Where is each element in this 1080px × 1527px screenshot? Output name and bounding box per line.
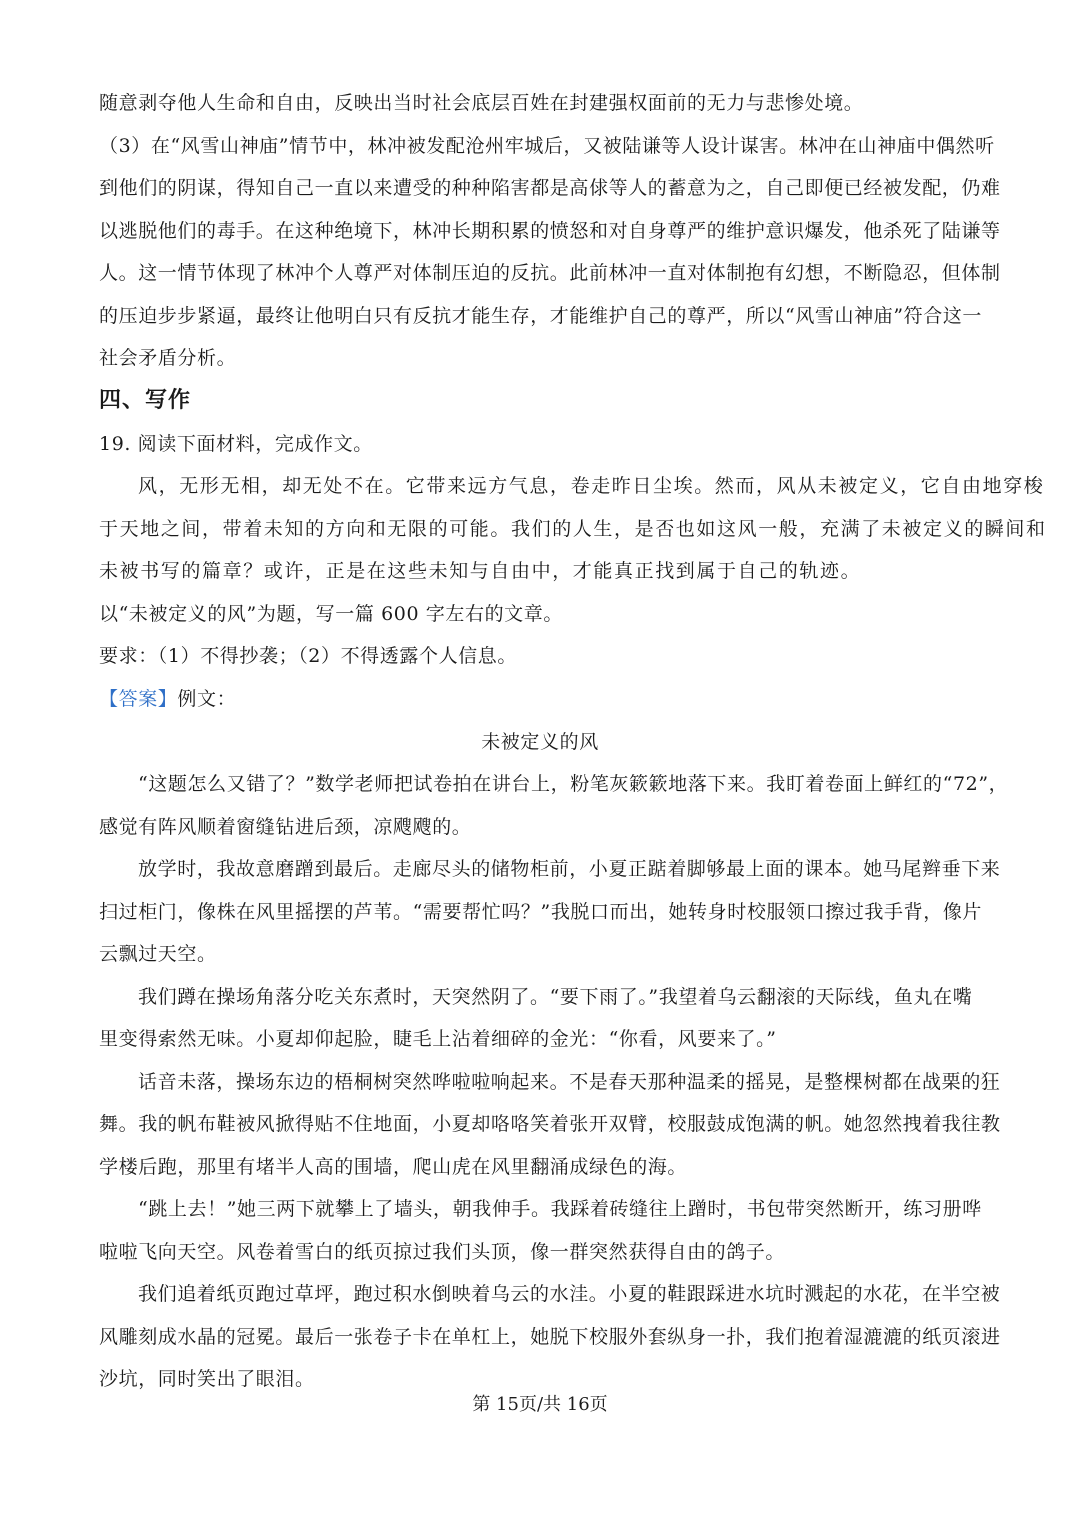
text-line: 随意剥夺他人生命和自由，反映出当时社会底层百姓在封建强权面前的无力与悲惨处境。	[99, 92, 864, 114]
essay-title: 未被定义的风	[481, 731, 599, 753]
answer-tag: 【答案】	[99, 688, 178, 710]
essay-line: “跳上去！”她三两下就攀上了墙头，朝我伸手。我踩着砖缝往上蹭时，书包带突然断开，练习册哗	[138, 1198, 982, 1220]
page-number: 第 15页/共 16页	[472, 1394, 608, 1415]
essay-line: 学楼后跑，那里有堵半人高的围墙，爬山虎在风里翻涌成绿色的海。	[99, 1156, 688, 1178]
essay-line: 啦啦飞向天空。风卷着雪白的纸页掠过我们头顶，像一群突然获得自由的鸽子。	[99, 1241, 786, 1263]
material-line: 风，无形无相，却无处不在。它带来远方气息，卷走昨日尘埃。然而，风从未被定义，它自由地穿梭	[138, 475, 1045, 497]
section-heading: 四、写作	[99, 387, 192, 413]
text-line: 人。这一情节体现了林冲个人尊严对体制压迫的反抗。此前林冲一直对体制抱有幻想，不断隐忍，但体制	[99, 262, 1001, 284]
essay-line: 里变得索然无味。小夏却仰起脸，睫毛上沾着细碎的金光：“你看，风要来了。”	[99, 1028, 777, 1050]
answer-label: 例文：	[177, 688, 237, 710]
text-line: （3）在“风雪山神庙”情节中，林冲被发配沧州牢城后，又被陆谦等人设计谋害。林冲在山神庙中偶然听	[99, 135, 995, 157]
essay-line: 云飘过天空。	[99, 943, 217, 965]
essay-line: 我们蹲在操场角落分吃关东煮时，天突然阴了。“要下雨了。”我望着乌云翻滚的天际线，鱼丸在嘴	[138, 986, 973, 1008]
essay-line: 话音未落，操场东边的梧桐树突然哗啦啦响起来。不是春天那种温柔的摇晃，是整棵树都在战栗的狂	[138, 1071, 1001, 1093]
material-line: 未被书写的篇章？或许，正是在这些未知与自由中，才能真正找到属于自己的轨迹。	[99, 560, 862, 582]
text-line: 社会矛盾分析。	[99, 347, 237, 369]
text-line: 以逃脱他们的毒手。在这种绝境下，林冲长期积累的愤怒和对自身尊严的维护意识爆发，他杀死了陆谦等	[99, 220, 1001, 242]
essay-line: 放学时，我故意磨蹭到最后。走廊尽头的储物柜前，小夏正踮着脚够最上面的课本。她马尾辫垂下来	[138, 858, 1001, 880]
essay-line: 我们追着纸页跑过草坪，跑过积水倒映着乌云的水洼。小夏的鞋跟踩进水坑时溅起的水花，在半空被	[138, 1283, 1001, 1305]
question-stem: 19. 阅读下面材料，完成作文。	[99, 433, 373, 455]
answer-line	[99, 686, 989, 712]
essay-line: 扫过柜门，像株在风里摇摆的芦苇。“需要帮忙吗？”我脱口而出，她转身时校服领口擦过我手背，像片	[99, 901, 983, 923]
writing-requirements: 要求：（1）不得抄袭；（2）不得透露个人信息。	[99, 645, 517, 667]
material-line: 于天地之间，带着未知的方向和无限的可能。我们的人生，是否也如这风一般，充满了未被定义的瞬间和	[99, 518, 1047, 540]
text-line: 到他们的阴谋，得知自己一直以来遭受的种种陷害都是高俅等人的蓄意为之，自己即便已经被发配，仍难	[99, 177, 1001, 199]
text-line: 的压迫步步紧逼，最终让他明白只有反抗才能生存，才能维护自己的尊严，所以“风雪山神庙”符合这一	[99, 305, 983, 327]
essay-line: 风雕刻成水晶的冠冕。最后一张卷子卡在单杠上，她脱下校服外套纵身一扑，我们抱着湿漉漉的纸页滚进	[99, 1326, 1001, 1348]
essay-line: 沙坑，同时笑出了眼泪。	[99, 1368, 315, 1390]
essay-line: 感觉有阵风顺着窗缝钻进后颈，凉飕飕的。	[99, 816, 472, 838]
essay-line: “这题怎么又错了？”数学老师把试卷拍在讲台上，粉笔灰簌簌地落下来。我盯着卷面上鲜红的“72”，	[138, 773, 1009, 795]
writing-task: 以“未被定义的风”为题，写一篇 600 字左右的文章。	[99, 603, 563, 625]
essay-line: 舞。我的帆布鞋被风掀得贴不住地面，小夏却咯咯笑着张开双臂，校服鼓成饱满的帆。她忽然拽着我往教	[99, 1113, 1001, 1135]
